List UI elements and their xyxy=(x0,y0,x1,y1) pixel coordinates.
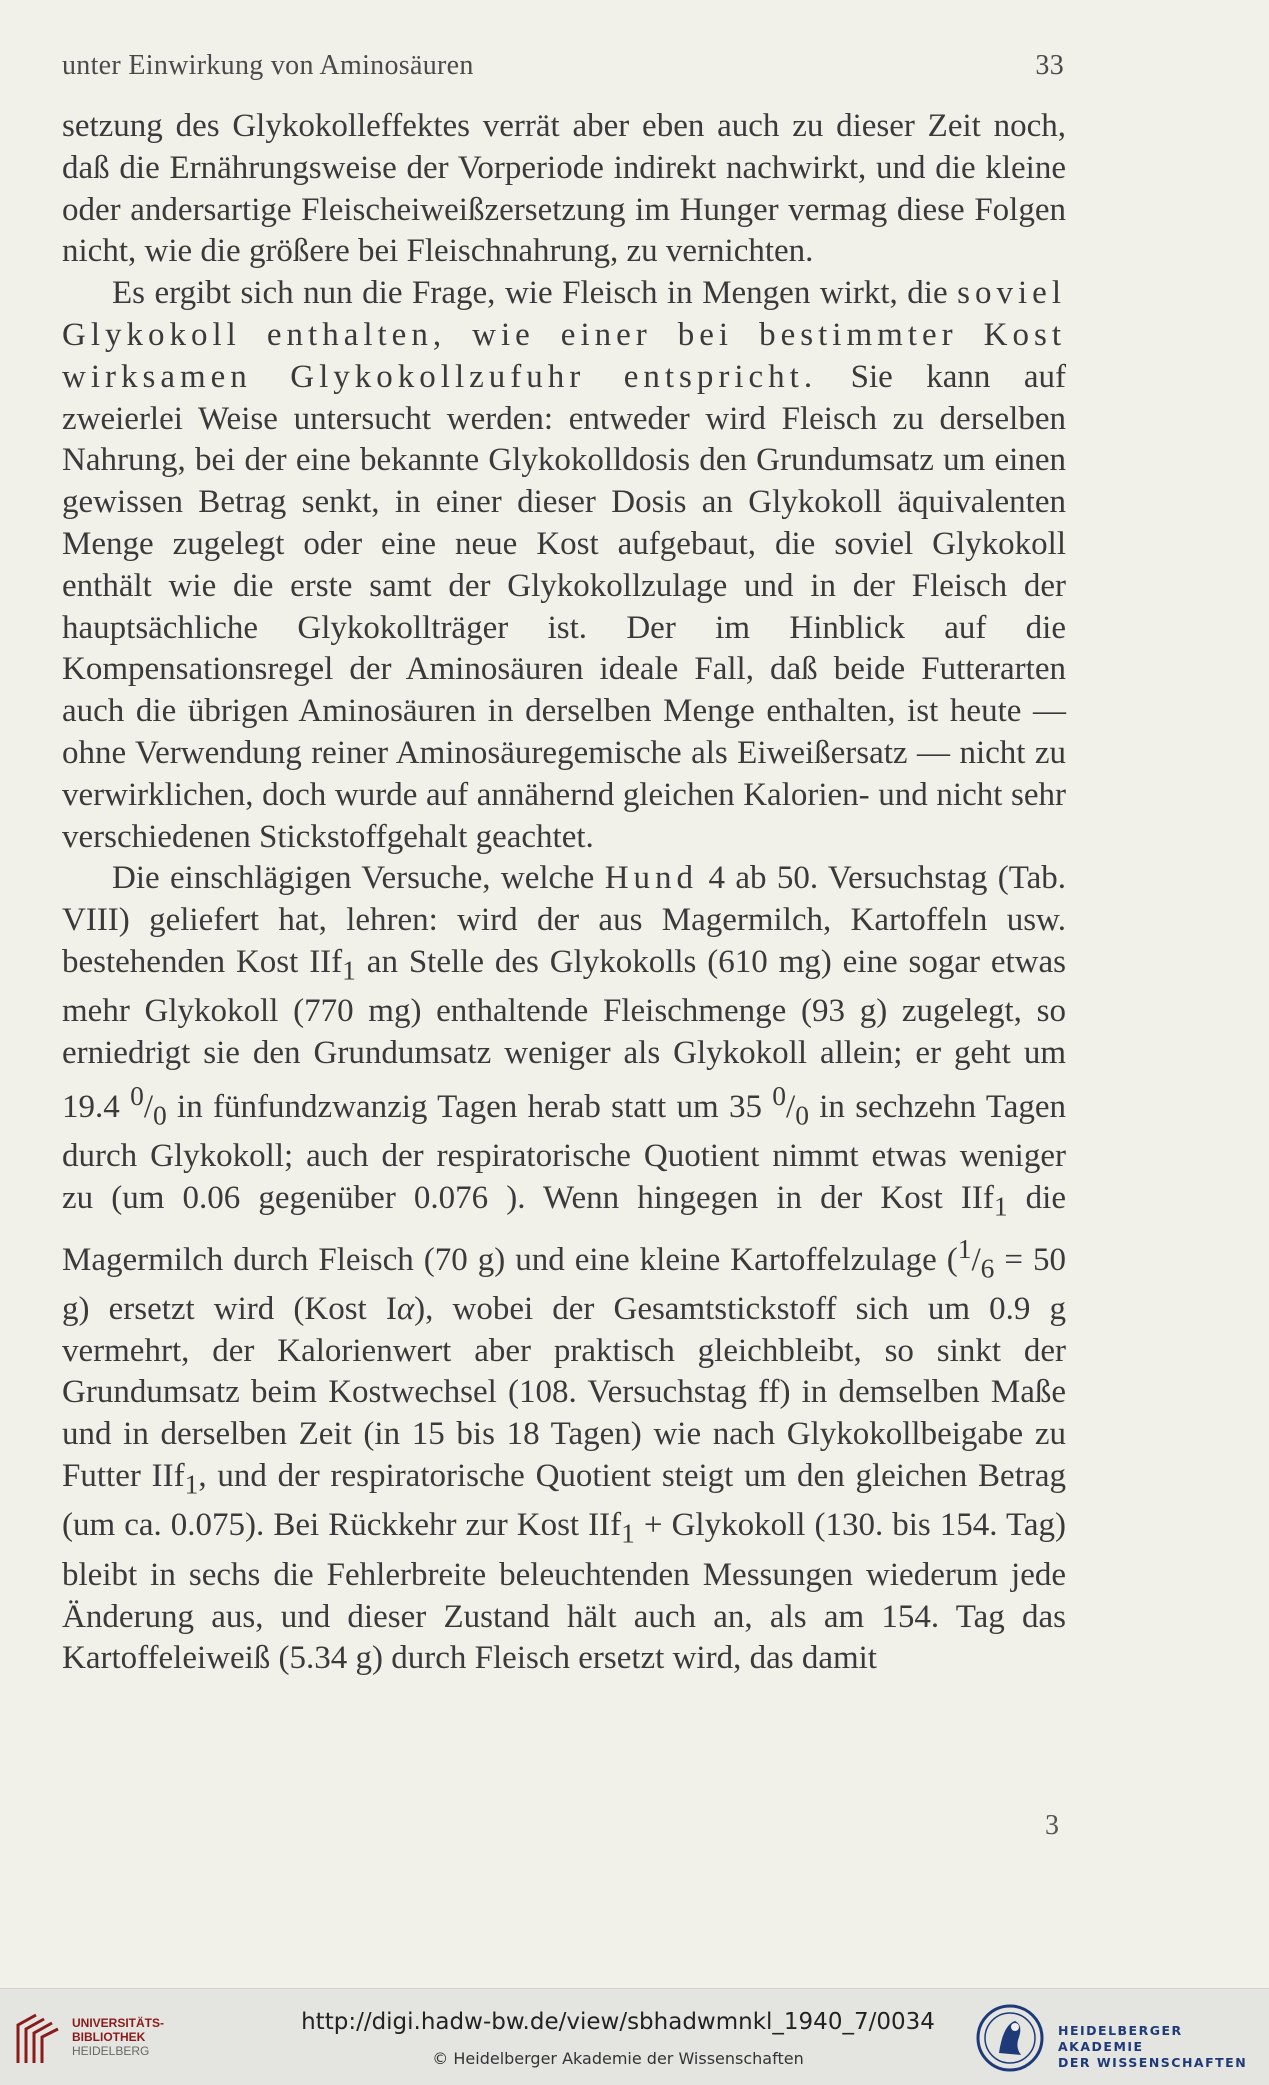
p3-s5: in sechzehn Tagen durch Glykokoll; auch der respiratorische Quotient nimmt etwas weniger zu (um 0.06 gegenüber 0.076 ). Wenn hingegen in der Kost IIf xyxy=(62,1088,1067,1217)
running-head-title: unter Einwirkung von Aminosäuren xyxy=(62,50,474,81)
p3-s7: = 50 g) ersetzt wird (Kost I xyxy=(62,1241,1066,1327)
subscript: 1 xyxy=(342,954,356,986)
fraction-denominator: 6 xyxy=(980,1252,995,1284)
percent-sup: 0 xyxy=(772,1079,787,1111)
paragraph-2 xyxy=(62,273,1066,858)
p3-s9: , und der respiratorische Quotient steigt um den gleichen Betrag (um ca. 0.075). Bei Rückkehr zur Kost IIf xyxy=(62,1458,1066,1544)
folio-signature: 3 xyxy=(1045,1810,1059,1841)
library-name xyxy=(72,2016,164,2058)
p3-s2: 4 ab 50. Versuchstag (Tab. VIII) geliefert hat, lehren: wird der aus Magermilch, Kartoffeln usw. bestehenden Kost IIf xyxy=(62,860,1067,980)
percent-slash: / xyxy=(786,1088,796,1125)
percent-sub: 0 xyxy=(152,1099,167,1131)
alpha-symbol: α xyxy=(396,1290,415,1327)
p3-s4: in fünfundzwanzig Tagen herab statt um 35 xyxy=(166,1088,773,1125)
library-line-2: BIBLIOTHEK xyxy=(72,2030,146,2044)
academy-name xyxy=(1058,2023,1269,2071)
subscript: 1 xyxy=(184,1468,199,1500)
percent-sup: 0 xyxy=(130,1079,144,1111)
fraction-slash: / xyxy=(971,1241,981,1278)
percent-slash: / xyxy=(143,1088,153,1125)
p3-s10: + Glykokoll (130. bis 154. Tag) bleibt in sechs die Fehlerbreite beleuchtenden Messungen wiederum jede Änderung aus, und dieser Zustand hält auch an, als am 154. Tag das Kartoffeleiweiß (5.34 g) durch Fleisch ersetzt wird, das damit xyxy=(62,1507,1066,1677)
percent-sub: 0 xyxy=(795,1099,809,1131)
paragraph-2-text-a: Es ergibt sich nun die Frage, wie Fleisch in Mengen wirkt, die xyxy=(112,275,958,312)
footer-bar xyxy=(0,1988,1269,2085)
fraction-numerator: 1 xyxy=(957,1232,972,1264)
library-line-3: HEIDELBERG xyxy=(72,2044,150,2058)
page-number: 33 xyxy=(1035,50,1064,81)
paragraph-3 xyxy=(62,858,1066,1680)
permalink-url[interactable]: http://digi.hadw-bw.de/view/sbhadwmnkl_1940_7/0034 xyxy=(301,2009,935,2035)
copyright-notice: © Heidelberger Akademie der Wissenschaften xyxy=(432,2049,804,2068)
p3-s1: Die einschlägigen Versuche, welche xyxy=(112,860,605,897)
p3-s8: ), wobei der Gesamtstickstoff sich um 0.9 g vermehrt, der Kalorienwert aber praktisch gleichbleibt, so sinkt der Grundumsatz beim Kostwechsel (108. Versuchstag ff) in demselben Maße und in derselben Zeit (in 15 bis 18 Tagen) wie nach Glykokollbeigabe zu Futter IIf xyxy=(62,1290,1066,1495)
subscript: 1 xyxy=(621,1518,635,1550)
academy-line-1: HEIDELBERGER AKADEMIE xyxy=(1058,2023,1183,2054)
running-head xyxy=(62,50,1064,90)
subscript: 1 xyxy=(993,1190,1008,1222)
academy-line-2: DER WISSENSCHAFTEN xyxy=(1058,2055,1248,2070)
paragraph-1: setzung des Glykokolleffektes verrät aber eben auch zu dieser Zeit noch, daß die Ernährungsweise der Vorperiode indirekt nachwirkt, und die kleine oder andersartige Fleischeiweißzersetzung im Hunger vermag diese Folgen nicht, wie die größere bei Fleischnahrung, zu vernichten. xyxy=(62,108,1066,270)
library-line-1: UNIVERSITÄTS- xyxy=(72,2016,165,2030)
p3-s3: an Stelle des Glykokolls (610 mg) eine sogar etwas mehr Glykokoll (770 mg) enthaltende Fleischmenge (93 g) zugelegt, so erniedrigt sie den Grundumsatz weniger als Glykokoll allein; er geht um 19.4 xyxy=(62,943,1066,1125)
library-logo-icon xyxy=(14,2011,62,2067)
p3-s6: die Magermilch durch Fleisch (70 g) und eine kleine Kartoffelzulage ( xyxy=(62,1180,1066,1278)
spaced-emphasis: soviel Glykokoll enthalten, wie einer bei bestimmter Kost wirksamen Glykokollzufuhr entspricht. xyxy=(62,275,1066,395)
academy-seal-icon xyxy=(975,2003,1045,2073)
paragraph-2-text-b: Sie kann auf zweierlei Weise untersucht werden: entweder wird Fleisch zu derselben Nahrung, bei der eine bekannte Glykokolldosis den Grundumsatz um einen gewissen Betrag senkt, in einer dieser Dosis an Glykokoll äquivalenten Menge zugelegt oder eine neue Kost aufgebaut, die soviel Glykokoll enthält wie die erste samt der Glykokollzulage und in der Fleisch der hauptsächliche Glykokollträger ist. Der im Hinblick auf die Kompensationsregel der Aminosäuren ideale Fall, daß beide Futterarten auch die übrigen Aminosäuren in derselben Menge enthalten, ist heute — ohne Verwendung reiner Aminosäuregemische als Eiweißersatz — nicht zu verwirklichen, doch wurde auf annähernd gleichen Kalorien- und nicht sehr verschiedenen Stickstoffgehalt geachtet. xyxy=(62,358,1067,855)
dog-name-emphasis: Hund xyxy=(604,860,699,897)
body-text xyxy=(62,106,1066,1680)
